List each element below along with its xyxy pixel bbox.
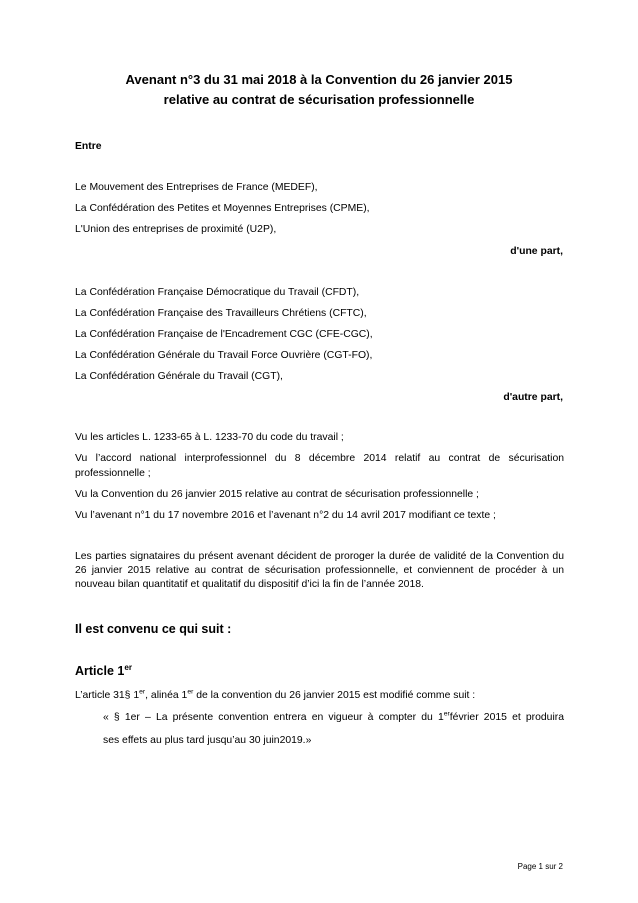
vu-line: Vu la Convention du 26 janvier 2015 relative au contrat de sécurisation professionnelle ; bbox=[75, 489, 479, 500]
article-heading: Article 1er bbox=[75, 662, 133, 678]
article-intro: L’article 31§ 1er, alinéa 1er de la convention du 26 janvier 2015 est modifié comme suit : bbox=[75, 688, 476, 701]
union-line: La Confédération Française Démocratique du Travail (CFDT), bbox=[75, 287, 360, 298]
title-line-1: Avenant n°3 du 31 mai 2018 à la Convention du 26 janvier 2015 bbox=[125, 72, 513, 87]
article-quote-line: « § 1er – La présente convention entrera en vigueur à compter du 1erfévrier 2015 et produira bbox=[103, 710, 565, 723]
article-quote-line: ses effets au plus tard jusqu’au 30 juin2019.» bbox=[103, 735, 312, 746]
page-number: Page 1 sur 2 bbox=[517, 862, 563, 871]
employer-line: La Confédération des Petites et Moyennes Entreprises (CPME), bbox=[75, 203, 370, 214]
une-part-label: d'une part, bbox=[510, 246, 563, 257]
employer-line: Le Mouvement des Entreprises de France (MEDEF), bbox=[75, 182, 318, 193]
union-line: La Confédération Française des Travailleurs Chrétiens (CFTC), bbox=[75, 308, 367, 319]
vu-line: professionnelle ; bbox=[75, 468, 151, 479]
convenu-heading: Il est convenu ce qui suit : bbox=[75, 622, 232, 636]
autre-part-label: d'autre part, bbox=[503, 392, 563, 403]
union-line: La Confédération Générale du Travail Force Ouvrière (CGT-FO), bbox=[75, 350, 373, 361]
union-line: La Confédération Générale du Travail (CGT), bbox=[75, 371, 283, 382]
vu-line: Vu l’avenant n°1 du 17 novembre 2016 et l’avenant n°2 du 14 avril 2017 modifiant ce texte ; bbox=[75, 510, 496, 521]
title-line-2: relative au contrat de sécurisation professionnelle bbox=[163, 92, 475, 107]
union-line: La Confédération Française de l'Encadrement CGC (CFE-CGC), bbox=[75, 329, 373, 340]
vu-line: Vu les articles L. 1233-65 à L. 1233-70 du code du travail ; bbox=[75, 432, 344, 443]
parties-paragraph: Les parties signataires du présent avenant décident de proroger la durée de validité de la Convention du 26 janvier 2015 relative au contrat de sécurisation professionnelle, et conviennent de procéder à un nouveau bilan quantitatif et qualitatif du dispositif d’ici la fin de l’année 2018. bbox=[75, 551, 564, 590]
employer-line: L'Union des entreprises de proximité (U2P), bbox=[75, 224, 277, 235]
vu-line: Vu l’accord national interprofessionnel du 8 décembre 2014 relatif au contrat de sécurisation bbox=[75, 453, 564, 464]
entre-label: Entre bbox=[75, 141, 102, 152]
